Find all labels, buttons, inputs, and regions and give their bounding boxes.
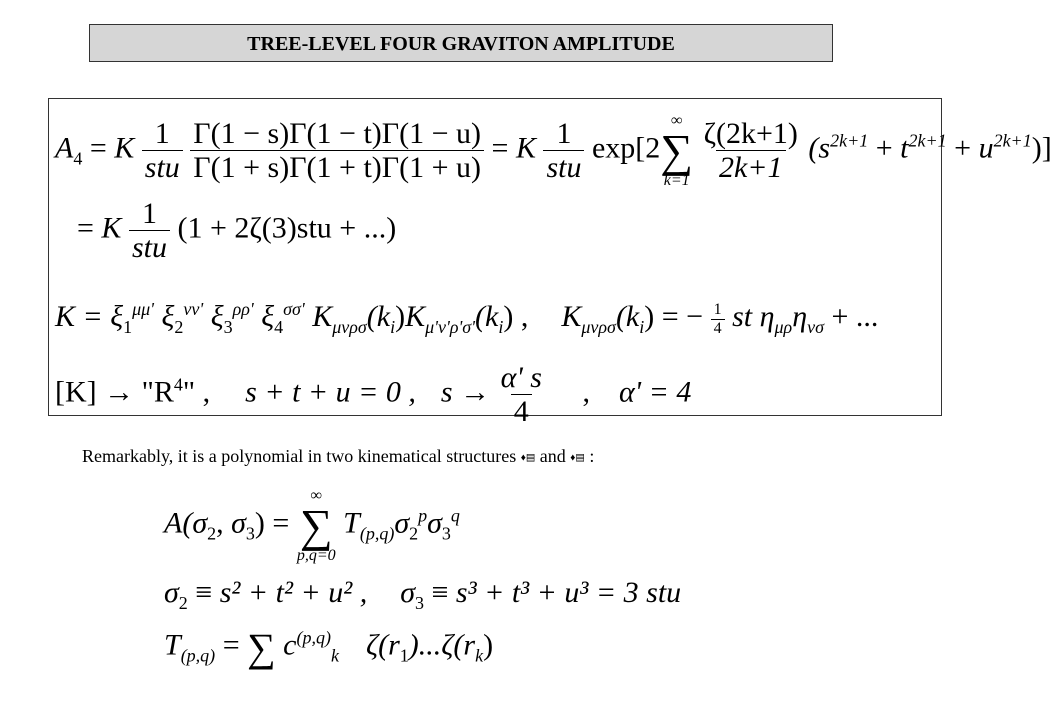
- one-over-stu: [142, 117, 183, 184]
- gamma-ratio: [190, 117, 484, 184]
- expansion-formula: = K $\frac{1}{\text{stu}}$ (1 + 2ζ(3)stu + ...): [77, 197, 397, 264]
- replacement-rules: $[K] \to "R^4$" , s + t + u = 0 , s → $\frac{\alpha' s}{4}$ , α' = 4: [55, 361, 692, 428]
- exponent: 2k+1: [908, 130, 947, 151]
- sum-symbol: ∑: [247, 625, 276, 670]
- gamma-denominator: Γ(1 + s)Γ(1 + t)Γ(1 + u): [190, 150, 484, 184]
- slide-title: TREE-LEVEL FOUR GRAVITON AMPLITUDE: [89, 24, 833, 62]
- quarter-denominator: 4: [711, 319, 725, 338]
- t-subscript: (p,q): [359, 523, 395, 544]
- gamma-numerator: Γ(1 − s)Γ(1 − t)Γ(1 − u): [193, 117, 482, 151]
- mandelstam-constraint: s + t + u = 0 ,: [245, 375, 416, 409]
- amplitude-equations-box: [48, 98, 1052, 428]
- sigma3-expression: s³ + t³ + u³ = 3 stu: [455, 576, 682, 609]
- k-definition: K = ξ: [55, 300, 124, 333]
- sigma2-expression: s² + t² + u² ,: [219, 576, 368, 609]
- st-eta: st η: [732, 300, 775, 333]
- sigma3-glyph-icon: ♦▤: [570, 452, 585, 464]
- t-coefficient-definition: $T_{(p,q)}$ = ∑ $c^{(p,q)}_k$ $\zeta(r_1)...\zeta(r_k)$: [164, 625, 494, 670]
- alpha-s-over-4: [498, 361, 545, 428]
- equiv-sign: ≡: [195, 576, 213, 609]
- equiv-sign: ≡: [431, 576, 449, 609]
- zeta-product-subscript: k: [475, 645, 484, 666]
- zeta-ratio: [701, 117, 801, 184]
- c-subscript: k: [330, 645, 339, 666]
- polynomial-lhs: A(σ: [164, 506, 208, 540]
- fraction-denominator: stu: [543, 150, 584, 184]
- sum-upper-limit: ∞: [310, 487, 322, 504]
- kinematic-factor-definition: $K = \xi_1^{\mu\mu'}$ $\xi_2^{\nu\nu'}$ $\xi_3^{\rho\rho'}$ $\xi_4^{\sigma\sigma'}$ $K_{\mu\nu\rho\sigma}(k_i)K_{\mu'\nu'\rho'\sigma'}(k_i)$ , $K_{\mu\nu\rho\sigma}(k_i)$ = − $\frac{1}{4}$ st $\eta_{\mu\rho}\eta_{\nu\sigma}$ + ...: [55, 299, 879, 337]
- k-factor: K: [114, 131, 135, 165]
- quarter: [711, 301, 725, 337]
- amplitude-subscript: 4: [73, 148, 83, 169]
- sum-lower-limit: p,q=0: [296, 546, 336, 564]
- t-coefficient: T: [343, 506, 360, 540]
- fraction-numerator: 1: [154, 117, 170, 151]
- fraction-numerator: 1: [141, 197, 157, 230]
- ellipsis: + ...: [831, 300, 879, 333]
- k-to-r4: [K] → "R: [55, 375, 174, 409]
- fraction-denominator: stu: [142, 150, 183, 184]
- power-sum-s: (s: [808, 131, 831, 165]
- sum-operator: ∞ ∑ k=1: [660, 112, 694, 189]
- exponent: 2k+1: [830, 130, 869, 151]
- sigma2-symbol: σ: [164, 576, 179, 609]
- exponent: 2k+1: [993, 130, 1032, 151]
- fraction-numerator: 1: [556, 117, 572, 151]
- c-coefficient: c: [283, 628, 297, 662]
- polynomial-formula: $A(\sigma_2$, $\sigma_3$) = ∞ ∑ p,q=0 $T_{(p,q)}\sigma_2^p\sigma_3^q$: [164, 487, 460, 564]
- remark-text: [82, 446, 594, 467]
- k-tensor: K: [312, 300, 333, 333]
- k-factor: K: [515, 131, 536, 165]
- zeta-product-close: ): [483, 628, 494, 662]
- zeta-expansion: (1 + 2ζ(3)stu + ...): [177, 211, 397, 245]
- sigma-definitions: $\sigma_2 \equiv s^2 + t^2 + u^2$ , $\sigma_3 \equiv s^3 + t^3 + u^3 = 3$ stu: [164, 576, 682, 613]
- zeta-product-middle: )...ζ(r: [408, 628, 476, 662]
- exp-bracket: exp[2: [591, 131, 661, 165]
- remark-sentence: Remarkably, it is a polynomial in two kinematical structures: [82, 446, 517, 466]
- zeta-product-start: ζ(r: [365, 628, 400, 662]
- one-over-stu: [543, 117, 584, 184]
- sum-upper-limit: ∞: [670, 112, 683, 129]
- k-tensor-equals: = −: [661, 300, 704, 333]
- quarter-numerator: 1: [713, 301, 722, 319]
- alpha-s-numerator: α' s: [500, 361, 542, 394]
- double-sum-operator: ∞ ∑ p,q=0: [296, 487, 336, 564]
- sigma2-glyph-icon: ♦▤: [520, 452, 536, 464]
- sum-lower-limit: k=1: [663, 171, 690, 189]
- alpha-prime-value: α' = 4: [618, 375, 692, 409]
- remark-and: and: [539, 446, 566, 466]
- amplitude-formula: $A_4 = K$ $\frac{1}{\text{stu}}$ $\frac{\Gamma(1 - s)\Gamma(1 - t)\Gamma(1 - u)}{\Gamma(1 + s)\Gamma(1 + t)\Gamma(1 + u)}$ = K $\frac{1}{\text{stu}}$ exp[2 ∞ ∑ k=1 $\frac{\zeta(2k+1)}{2k+1}$ $(s^{2k+1} + t^{2k+1} + u^{2k+1})$]: [55, 112, 1052, 189]
- c-superscript: (p,q): [296, 627, 331, 648]
- k-factor: K: [101, 211, 122, 245]
- remark-colon: :: [589, 446, 595, 466]
- alpha-s-denominator: 4: [511, 394, 532, 428]
- one-over-stu: [129, 197, 170, 264]
- zeta-numerator: ζ(2k+1): [703, 117, 798, 151]
- t-subscript: (p,q): [180, 645, 216, 666]
- amplitude-symbol: A: [55, 131, 74, 165]
- zeta-denominator: 2k+1: [716, 150, 786, 184]
- t-symbol: T: [164, 628, 181, 662]
- fraction-denominator: stu: [129, 230, 170, 264]
- s-mapping: s →: [440, 375, 491, 409]
